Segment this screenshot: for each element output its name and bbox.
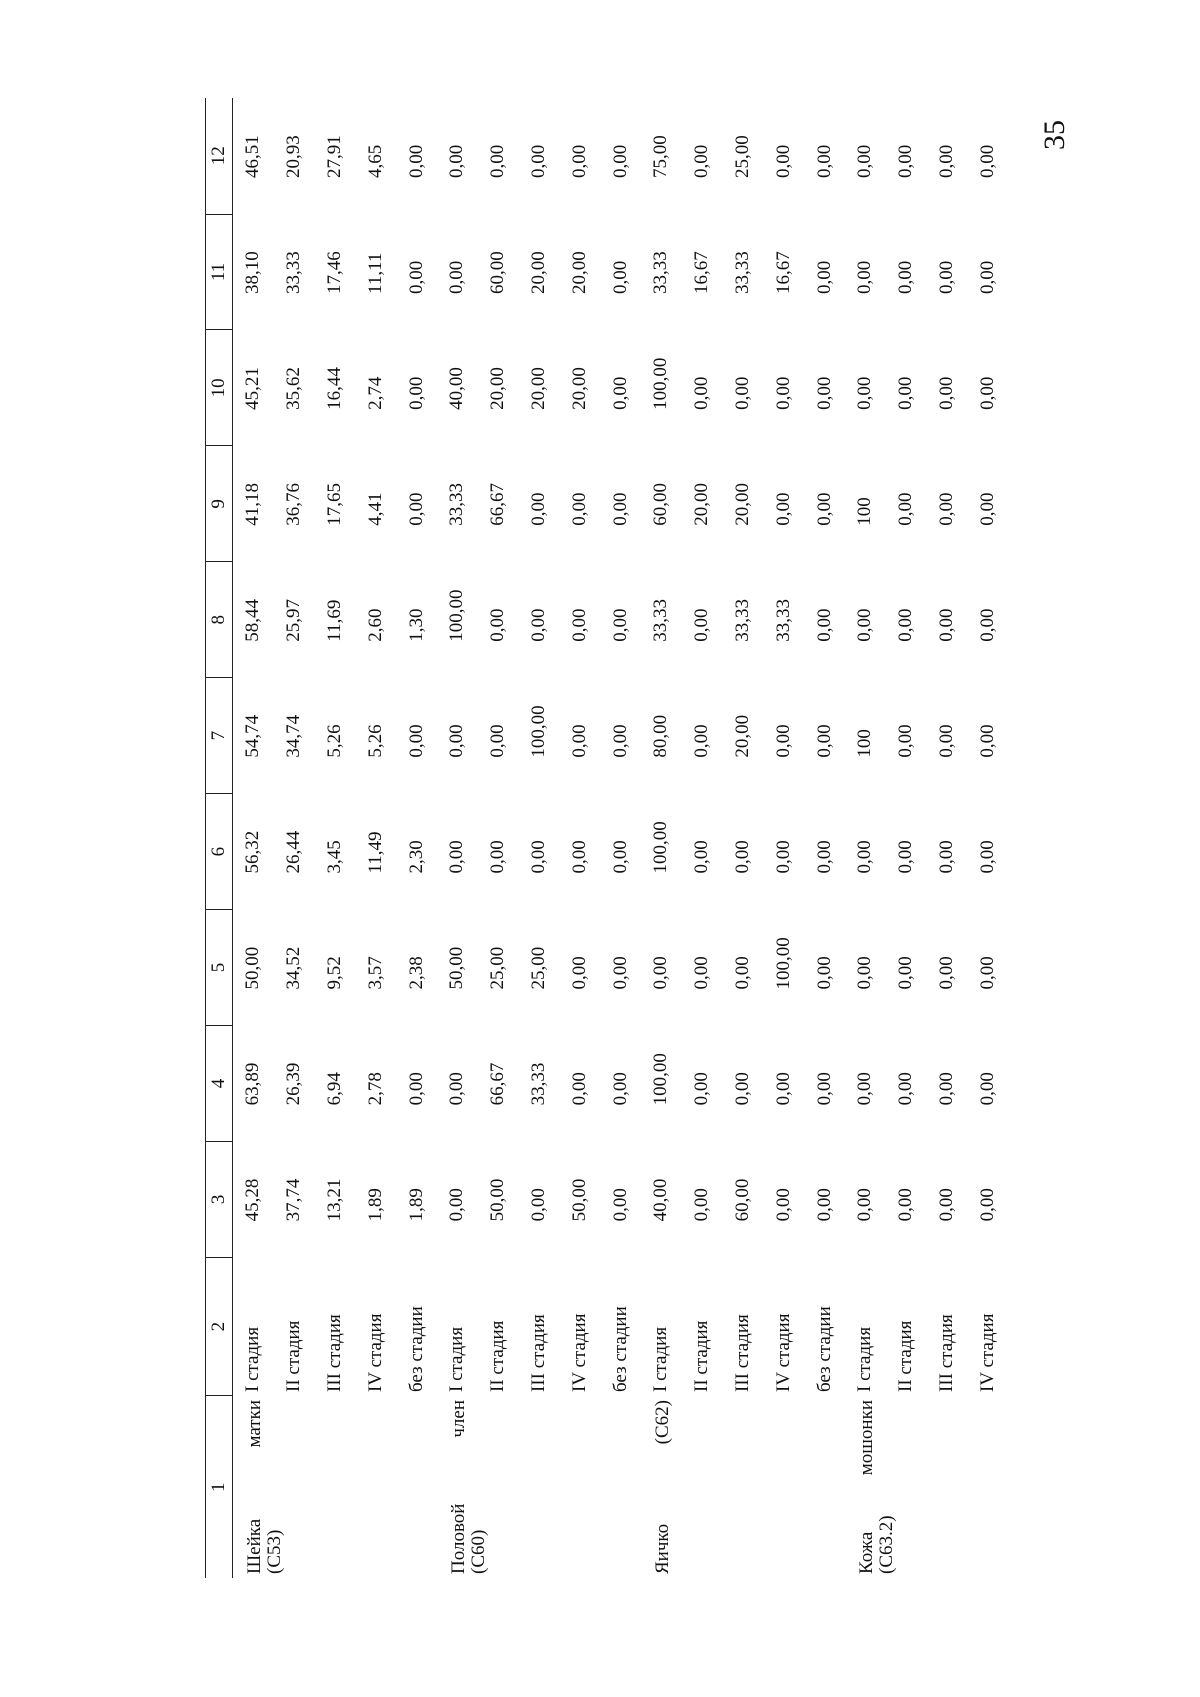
value-cell: 4,65	[364, 144, 386, 179]
data-table	[205, 98, 1008, 1578]
value-cell: 0,00	[731, 956, 753, 990]
value-cell: 0,00	[976, 840, 998, 874]
value-cell: 20,93	[283, 135, 305, 179]
value-cell: 0,00	[691, 956, 713, 990]
value-cell: 20,00	[568, 367, 590, 410]
site-cell	[845, 1396, 1008, 1578]
value-cell: 0,00	[813, 1188, 835, 1222]
value-cell: 45,21	[242, 367, 264, 410]
value-cell: 0,00	[813, 608, 835, 642]
value-cell: 0,00	[731, 376, 753, 410]
site-word: Шейка	[244, 1518, 265, 1574]
value-cell: 0,00	[976, 724, 998, 758]
stage-cell: без стадии	[405, 1306, 427, 1392]
stage-cell: II стадия	[691, 1320, 713, 1392]
stage-cell: I стадия	[242, 1326, 264, 1392]
value-cell: 0,00	[895, 608, 917, 642]
site-cell	[437, 1396, 641, 1578]
value-cell: 41,18	[242, 483, 264, 526]
value-cell: 0,00	[895, 492, 917, 526]
value-cell: 1,30	[405, 608, 427, 642]
table-row	[315, 98, 356, 1578]
value-cell: 0,00	[446, 1188, 468, 1222]
site-name	[449, 1400, 469, 1574]
value-cell: 0,00	[691, 608, 713, 642]
value-cell: 25,00	[487, 946, 509, 990]
value-cell: 63,89	[242, 1062, 264, 1106]
column-header: 5	[206, 910, 233, 1026]
value-cell: 25,00	[527, 946, 549, 990]
value-cell: 0,00	[609, 956, 631, 990]
value-cell: 34,52	[283, 946, 305, 990]
value-cell: 100	[854, 729, 876, 758]
stage-cell: без стадии	[813, 1306, 835, 1392]
value-cell: 0,00	[568, 492, 590, 526]
rotated-table-container	[205, 98, 1008, 1578]
table-body	[233, 98, 1009, 1578]
table-row	[641, 98, 682, 1578]
value-cell: 0,00	[854, 608, 876, 642]
value-cell: 0,00	[609, 608, 631, 642]
column-header: 8	[206, 562, 233, 678]
value-cell: 58,44	[242, 598, 264, 642]
value-cell: 0,00	[854, 1188, 876, 1222]
value-cell: 0,00	[813, 1072, 835, 1106]
table-row	[763, 98, 804, 1578]
stage-cell: I стадия	[854, 1326, 876, 1392]
table-header	[206, 98, 233, 1578]
table-row	[886, 98, 927, 1578]
value-cell: 0,00	[446, 724, 468, 758]
value-cell: 0,00	[813, 840, 835, 874]
value-cell: 0,00	[895, 724, 917, 758]
site-name	[857, 1400, 877, 1574]
column-header: 1	[206, 1396, 233, 1578]
value-cell: 2,60	[364, 608, 386, 642]
value-cell: 0,00	[976, 376, 998, 410]
value-cell: 45,28	[242, 1178, 264, 1222]
site-word: матки	[244, 1399, 265, 1448]
value-cell: 0,00	[813, 956, 835, 990]
value-cell: 0,00	[487, 840, 509, 874]
value-cell: 0,00	[405, 724, 427, 758]
value-cell: 0,00	[609, 840, 631, 874]
value-cell: 0,00	[731, 1072, 753, 1106]
stage-cell: I стадия	[446, 1326, 468, 1392]
column-header: 6	[206, 794, 233, 910]
value-cell: 0,00	[854, 840, 876, 874]
value-cell: 0,00	[446, 1072, 468, 1106]
value-cell: 50,00	[568, 1178, 590, 1222]
value-cell: 11,49	[364, 831, 386, 874]
value-cell: 0,00	[446, 260, 468, 294]
header-row	[206, 98, 233, 1578]
table-row	[927, 98, 968, 1578]
value-cell: 0,00	[772, 1072, 794, 1106]
value-cell: 0,00	[568, 840, 590, 874]
column-header: 7	[206, 678, 233, 794]
value-cell: 100,00	[650, 1053, 672, 1106]
value-cell: 0,00	[976, 492, 998, 526]
site-word: Кожа	[855, 1531, 877, 1574]
value-cell: 0,00	[405, 1072, 427, 1106]
value-cell: 0,00	[854, 1072, 876, 1106]
value-cell: 50,00	[446, 946, 468, 990]
value-cell: 9,52	[323, 956, 345, 990]
value-cell: 60,00	[731, 1178, 753, 1222]
value-cell: 16,44	[323, 367, 345, 410]
value-cell: 25,00	[731, 135, 753, 179]
value-cell: 1,89	[405, 1188, 427, 1222]
value-cell: 33,33	[527, 1062, 549, 1106]
site-word: член	[447, 1399, 469, 1438]
value-cell: 0,00	[935, 1188, 957, 1222]
stage-cell: без стадии	[609, 1306, 631, 1392]
value-cell: 50,00	[487, 1178, 509, 1222]
column-header: 4	[206, 1025, 233, 1141]
stage-cell: IV стадия	[568, 1313, 590, 1392]
stage-cell: III стадия	[527, 1314, 549, 1392]
site-word: Яичко	[651, 1523, 673, 1574]
column-header: 10	[206, 330, 233, 446]
value-cell: 0,00	[527, 608, 549, 642]
column-header: 2	[206, 1257, 233, 1396]
value-cell: 66,67	[487, 483, 509, 526]
value-cell: 2,38	[405, 956, 427, 990]
value-cell: 0,00	[935, 144, 957, 179]
stage-cell: IV стадия	[364, 1313, 386, 1392]
table-row	[396, 98, 437, 1578]
value-cell: 40,00	[650, 1178, 672, 1222]
value-cell: 20,00	[527, 251, 549, 294]
value-cell: 0,00	[405, 260, 427, 294]
value-cell: 0,00	[568, 1072, 590, 1106]
stage-cell: III стадия	[935, 1314, 957, 1392]
value-cell: 20,00	[691, 483, 713, 526]
value-cell: 40,00	[446, 367, 468, 410]
value-cell: 0,00	[854, 956, 876, 990]
value-cell: 0,00	[895, 260, 917, 294]
value-cell: 33,33	[650, 598, 672, 642]
value-cell: 0,00	[976, 144, 998, 179]
value-cell: 0,00	[609, 260, 631, 294]
value-cell: 0,00	[935, 840, 957, 874]
value-cell: 35,62	[283, 367, 305, 410]
table-row	[559, 98, 600, 1578]
value-cell: 38,10	[242, 251, 264, 294]
value-cell: 2,30	[405, 840, 427, 874]
value-cell: 0,00	[976, 956, 998, 990]
value-cell: 0,00	[609, 492, 631, 526]
page-number: 35	[1038, 120, 1071, 150]
stage-cell: II стадия	[283, 1320, 305, 1392]
site-cell	[641, 1396, 845, 1578]
table-row	[682, 98, 723, 1578]
value-cell: 27,91	[323, 135, 345, 179]
value-cell: 0,00	[895, 1188, 917, 1222]
value-cell: 0,00	[691, 144, 713, 179]
value-cell: 6,94	[323, 1072, 345, 1106]
value-cell: 25,97	[283, 598, 305, 642]
column-header: 12	[206, 98, 233, 214]
value-cell: 0,00	[487, 144, 509, 179]
value-cell: 50,00	[242, 946, 264, 990]
site-code: (C60)	[467, 1529, 489, 1574]
value-cell: 20,00	[731, 714, 753, 758]
value-cell: 0,00	[650, 956, 672, 990]
value-cell: 66,67	[487, 1062, 509, 1106]
value-cell: 0,00	[935, 956, 957, 990]
value-cell: 26,39	[283, 1062, 305, 1106]
table-row	[233, 98, 274, 1578]
value-cell: 56,32	[242, 830, 264, 874]
value-cell: 60,00	[487, 251, 509, 294]
stage-cell: IV стадия	[772, 1313, 794, 1392]
table-row	[804, 98, 845, 1578]
value-cell: 0,00	[813, 144, 835, 179]
value-cell: 0,00	[895, 840, 917, 874]
value-cell: 0,00	[609, 144, 631, 179]
value-cell: 0,00	[935, 492, 957, 526]
value-cell: 5,26	[323, 724, 345, 758]
value-cell: 54,74	[242, 714, 264, 758]
value-cell: 46,51	[242, 135, 264, 179]
value-cell: 75,00	[650, 135, 672, 179]
value-cell: 3,57	[364, 956, 386, 990]
stage-cell: II стадия	[487, 1320, 509, 1392]
value-cell: 0,00	[854, 260, 876, 294]
value-cell: 20,00	[731, 483, 753, 526]
column-header: 9	[206, 446, 233, 562]
value-cell: 2,78	[364, 1072, 386, 1106]
value-cell: 1,89	[364, 1188, 386, 1222]
value-cell: 33,33	[731, 598, 753, 642]
value-cell: 0,00	[609, 1072, 631, 1106]
value-cell: 0,00	[446, 144, 468, 179]
value-cell: 34,74	[283, 714, 305, 758]
value-cell: 2,74	[364, 376, 386, 410]
value-cell: 0,00	[854, 144, 876, 179]
value-cell: 33,33	[650, 251, 672, 294]
value-cell: 0,00	[895, 1072, 917, 1106]
value-cell: 0,00	[568, 144, 590, 179]
table-row	[274, 98, 315, 1578]
value-cell: 0,00	[813, 724, 835, 758]
value-cell: 100,00	[650, 357, 672, 410]
column-header: 11	[206, 214, 233, 330]
value-cell: 0,00	[446, 840, 468, 874]
value-cell: 0,00	[487, 724, 509, 758]
value-cell: 100,00	[772, 937, 794, 990]
stage-cell: II стадия	[895, 1320, 917, 1392]
value-cell: 0,00	[691, 1188, 713, 1222]
value-cell: 20,00	[568, 251, 590, 294]
stage-cell: I стадия	[650, 1326, 672, 1392]
value-cell: 0,00	[813, 492, 835, 526]
value-cell: 4,41	[364, 492, 386, 526]
value-cell: 0,00	[527, 1188, 549, 1222]
site-code: (C63.2)	[875, 1515, 897, 1574]
value-cell: 26,44	[283, 830, 305, 874]
value-cell: 0,00	[772, 724, 794, 758]
value-cell: 0,00	[935, 608, 957, 642]
value-cell: 100,00	[446, 589, 468, 642]
value-cell: 0,00	[568, 956, 590, 990]
value-cell: 37,74	[283, 1178, 305, 1222]
value-cell: 3,45	[323, 840, 345, 874]
value-cell: 33,33	[731, 251, 753, 294]
site-word: (C62)	[651, 1399, 673, 1445]
value-cell: 16,67	[772, 251, 794, 294]
value-cell: 0,00	[935, 1072, 957, 1106]
value-cell: 100	[854, 497, 876, 526]
column-header: 3	[206, 1141, 233, 1257]
value-cell: 5,26	[364, 724, 386, 758]
site-name	[653, 1400, 673, 1574]
value-cell: 0,00	[405, 376, 427, 410]
value-cell: 0,00	[731, 840, 753, 874]
value-cell: 36,76	[283, 483, 305, 526]
table-row	[600, 98, 641, 1578]
value-cell: 0,00	[772, 1188, 794, 1222]
value-cell: 0,00	[895, 376, 917, 410]
value-cell: 20,00	[487, 367, 509, 410]
site-name	[245, 1400, 265, 1574]
stage-cell: IV стадия	[976, 1313, 998, 1392]
value-cell: 33,33	[772, 598, 794, 642]
value-cell: 0,00	[976, 608, 998, 642]
value-cell: 0,00	[691, 1072, 713, 1106]
value-cell: 0,00	[568, 724, 590, 758]
site-word: Половой	[447, 1503, 469, 1574]
value-cell: 0,00	[813, 376, 835, 410]
table-row	[437, 98, 478, 1578]
value-cell: 0,00	[405, 144, 427, 179]
value-cell: 0,00	[691, 840, 713, 874]
table-row	[519, 98, 560, 1578]
site-word: мошонки	[855, 1399, 877, 1476]
value-cell: 0,00	[854, 376, 876, 410]
value-cell: 16,67	[691, 251, 713, 294]
value-cell: 0,00	[487, 608, 509, 642]
value-cell: 0,00	[568, 608, 590, 642]
value-cell: 0,00	[405, 492, 427, 526]
value-cell: 0,00	[527, 144, 549, 179]
value-cell: 100,00	[650, 821, 672, 874]
value-cell: 0,00	[935, 376, 957, 410]
value-cell: 0,00	[609, 1188, 631, 1222]
value-cell: 60,00	[650, 483, 672, 526]
value-cell: 17,46	[323, 251, 345, 294]
value-cell: 0,00	[527, 840, 549, 874]
stage-cell: III стадия	[323, 1314, 345, 1392]
value-cell: 0,00	[772, 376, 794, 410]
value-cell: 100,00	[527, 705, 549, 758]
value-cell: 33,33	[283, 251, 305, 294]
value-cell: 0,00	[772, 144, 794, 179]
value-cell: 0,00	[772, 492, 794, 526]
table-row	[845, 98, 886, 1578]
value-cell: 0,00	[772, 840, 794, 874]
value-cell: 80,00	[650, 714, 672, 758]
value-cell: 33,33	[446, 483, 468, 526]
value-cell: 0,00	[976, 1072, 998, 1106]
value-cell: 0,00	[976, 260, 998, 294]
value-cell: 0,00	[691, 376, 713, 410]
stage-cell: III стадия	[731, 1314, 753, 1392]
value-cell: 0,00	[609, 376, 631, 410]
value-cell: 11,69	[323, 599, 345, 642]
value-cell: 0,00	[976, 1188, 998, 1222]
value-cell: 0,00	[527, 492, 549, 526]
site-cell	[233, 1396, 437, 1578]
value-cell: 17,65	[323, 483, 345, 526]
value-cell: 0,00	[813, 260, 835, 294]
table-row	[355, 98, 396, 1578]
value-cell: 11,11	[364, 252, 386, 294]
value-cell: 0,00	[895, 144, 917, 179]
table-row	[967, 98, 1008, 1578]
site-code: (C53)	[263, 1529, 285, 1574]
value-cell: 0,00	[895, 956, 917, 990]
value-cell: 0,00	[935, 724, 957, 758]
table-row	[478, 98, 519, 1578]
table-row	[723, 98, 764, 1578]
value-cell: 13,21	[323, 1178, 345, 1222]
value-cell: 0,00	[609, 724, 631, 758]
value-cell: 20,00	[527, 367, 549, 410]
value-cell: 0,00	[691, 724, 713, 758]
value-cell: 0,00	[935, 260, 957, 294]
